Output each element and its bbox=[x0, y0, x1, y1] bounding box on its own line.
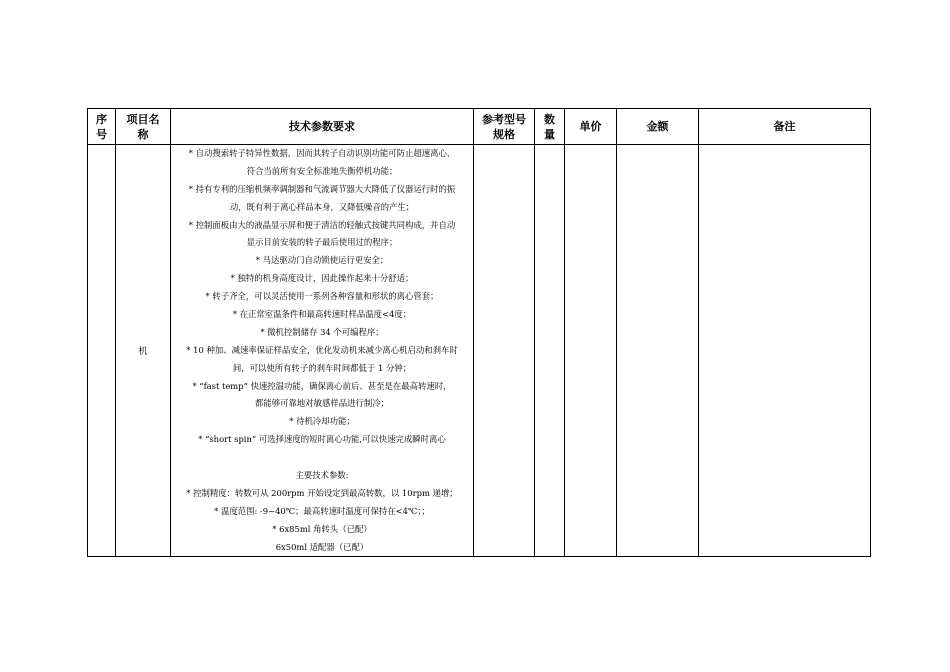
spec-line: 主要技术参数: bbox=[295, 470, 349, 481]
spec-table bbox=[87, 108, 871, 557]
header-unit-price: 单价 bbox=[565, 109, 617, 145]
spec-line: * 在正常室温条件和最高转速时样品温度<4度； bbox=[232, 309, 412, 320]
spec-line: 间，可以使所有转子的刹车时间都低于 1 分钟； bbox=[232, 362, 412, 373]
spec-line: 显示目前安装的转子最后使用过的程序； bbox=[246, 237, 398, 248]
table-row bbox=[88, 145, 871, 557]
cell-specs bbox=[171, 145, 474, 557]
spec-line: * 微机控制储存 34 个可编程序； bbox=[260, 326, 384, 337]
spec-line: * 温度范围: -9~40℃；最高转速时温度可保持在<4℃；； bbox=[214, 505, 430, 516]
header-amount: 金额 bbox=[617, 109, 699, 145]
spec-line: * 10 种加、减速率保证样品安全，优化发动机来减少离心机启动和刹车时 bbox=[186, 344, 458, 355]
spec-line: * 转子齐全，可以灵活使用一系列各种容量和形状的离心管套； bbox=[205, 291, 439, 302]
spec-line: * 控制精度：转数可从 200rpm 开始设定到最高转数，以 10rpm 递增； bbox=[186, 487, 458, 498]
header-seq: 序 号 bbox=[88, 109, 116, 145]
spec-line: 都能够可靠地对敏感样品进行制冷； bbox=[255, 398, 389, 409]
cell-seq bbox=[88, 145, 116, 557]
cell-note bbox=[699, 145, 871, 557]
spec-line: * 持有专利的压缩机频率调制器和气流调节器大大降低了仪器运行时的振 bbox=[188, 183, 456, 194]
header-specs: 技术参数要求 bbox=[171, 109, 474, 145]
cell-quantity bbox=[535, 145, 565, 557]
spec-line bbox=[171, 449, 473, 467]
spec-line: 动，既有利于离心样品本身，又降低噪音的产生； bbox=[229, 201, 415, 212]
header-note: 备注 bbox=[699, 109, 871, 145]
cell-item-name: 机 bbox=[116, 145, 171, 557]
spec-line: * 独特的机身高度设计，因此操作起来十分舒适； bbox=[230, 273, 414, 284]
header-item-name: 项目名 称 bbox=[116, 109, 171, 145]
cell-amount bbox=[617, 145, 699, 557]
spec-line: 6x50ml 适配器（已配） bbox=[275, 541, 369, 552]
header-ref-model: 参考型号 规格 bbox=[474, 109, 535, 145]
spec-line: * 6x85ml 角转头（已配） bbox=[272, 523, 372, 534]
spec-line: * 控制面板由大的液晶显示屏和便于清洁的轻触式按键共同构成，并自动 bbox=[188, 219, 456, 230]
cell-ref-model bbox=[474, 145, 535, 557]
spec-line: * 马达驱动门自动锁使运行更安全； bbox=[255, 255, 389, 266]
header-quantity: 数 量 bbox=[535, 109, 565, 145]
table-header-row bbox=[88, 109, 871, 145]
spec-line: * “short spin” 可选择速度的短时离心功能,可以快速完成瞬时离心 bbox=[198, 434, 446, 445]
spec-line: * 待机冷却功能； bbox=[289, 416, 355, 427]
spec-line: * “fast temp” 快速控温功能，确保离心前后、甚至是在最高转速时， bbox=[192, 380, 452, 391]
cell-unit-price bbox=[565, 145, 617, 557]
spec-line: 符合当前所有安全标准地失衡停机功能； bbox=[246, 165, 398, 176]
spec-line: * 自动搜索转子特异性数据，因而其转子自动识别功能可防止超速离心， bbox=[188, 148, 456, 158]
